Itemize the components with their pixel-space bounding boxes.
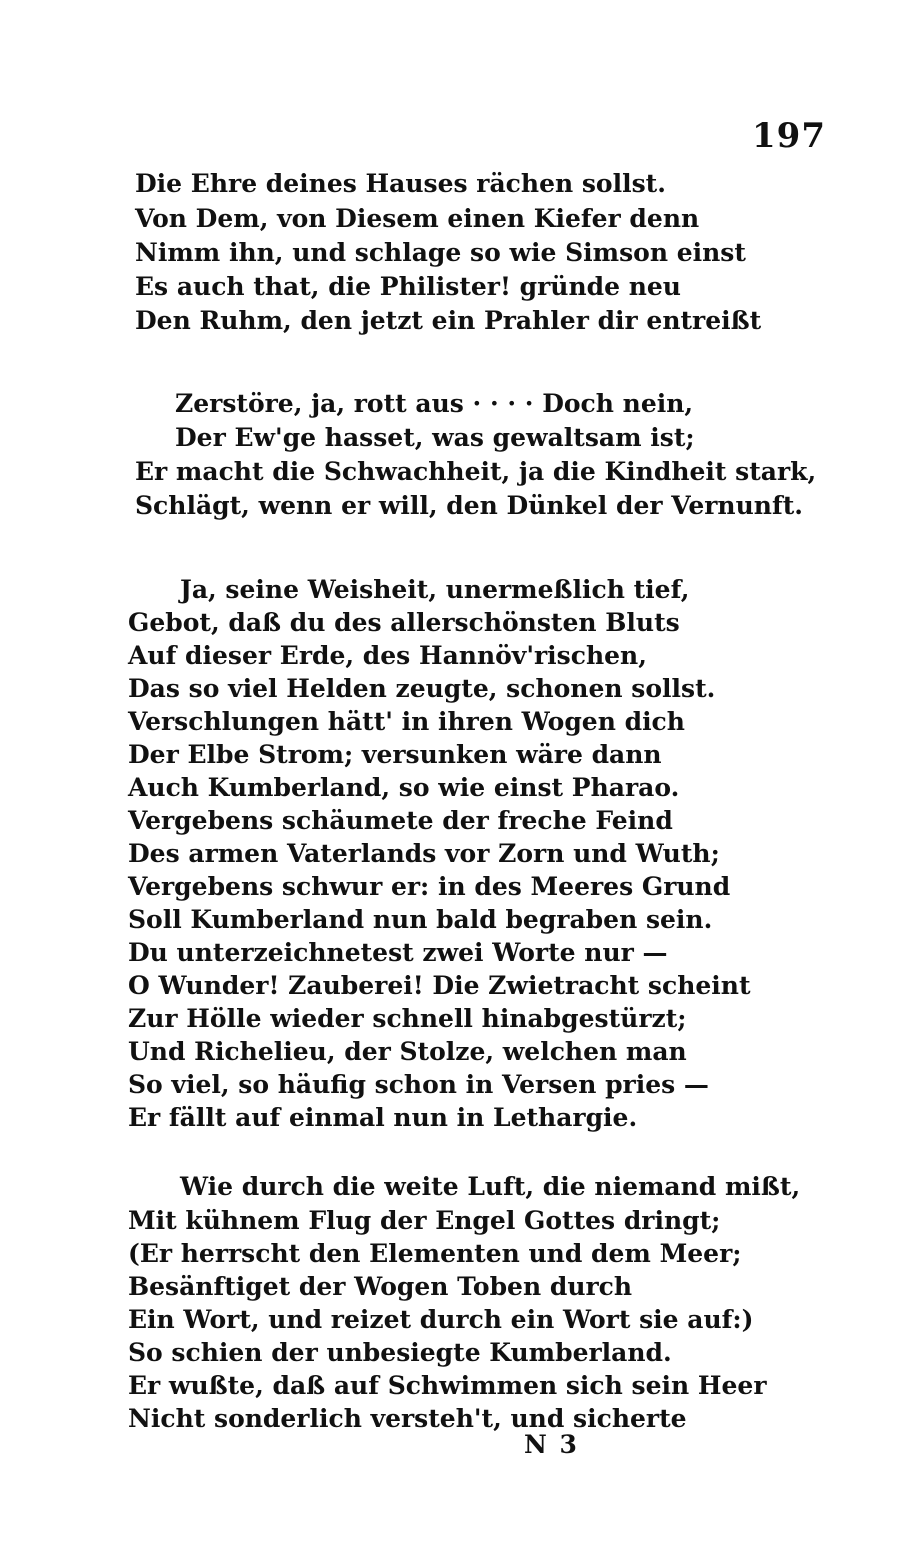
verse-line: Gebot, daß du des allerschönsten Bluts	[128, 608, 680, 637]
verse-line: O Wunder! Zauberei! Die Zwietracht scheint	[128, 971, 751, 1000]
verse-line: Wie durch die weite Luft, die niemand mißt,	[180, 1172, 801, 1201]
verse-line: Des armen Vaterlands vor Zorn und Wuth;	[128, 839, 720, 868]
verse-line: So schien der unbesiegte Kumberland.	[128, 1338, 672, 1367]
verse-line: Vergebens schäumete der freche Feind	[128, 806, 673, 835]
verse-line: Und Richelieu, der Stolze, welchen man	[128, 1037, 687, 1066]
verse-line: Nicht sonderlich versteh't, und sicherte	[128, 1404, 687, 1433]
verse-line: Besänftiget der Wogen Toben durch	[128, 1272, 633, 1301]
verse-line: Zerstöre, ja, rott aus · · · · Doch nein,	[175, 389, 694, 418]
verse-line: So viel, so häufig schon in Versen pries —	[128, 1070, 709, 1099]
verse-line: Verschlungen hätt' in ihren Wogen dich	[128, 707, 685, 736]
verse-line: (Er herrscht den Elementen und dem Meer;	[128, 1239, 742, 1268]
verse-line: Das so viel Helden zeugte, schonen sollst.	[128, 674, 716, 703]
page-number: 197	[752, 116, 826, 156]
verse-line: Er macht die Schwachheit, ja die Kindheit stark,	[135, 457, 817, 486]
verse-line: Du unterzeichnetest zwei Worte nur —	[128, 938, 668, 967]
verse-line: Vergebens schwur er: in des Meeres Grund	[128, 872, 731, 901]
verse-line: Auch Kumberland, so wie einst Pharao.	[128, 773, 680, 802]
verse-line: Es auch that, die Philister! gründe neu	[135, 272, 681, 301]
verse-line: Schlägt, wenn er will, den Dünkel der Vernunft.	[135, 491, 803, 520]
verse-line: Er wußte, daß auf Schwimmen sich sein Heer	[128, 1371, 767, 1400]
verse-line: Ja, seine Weisheit, unermeßlich tief,	[180, 575, 690, 604]
verse-line: Nimm ihn, und schlage so wie Simson einst	[135, 238, 746, 267]
verse-line: Mit kühnem Flug der Engel Gottes dringt;	[128, 1206, 721, 1235]
verse-line: Auf dieser Erde, des Hannöv'rischen,	[128, 641, 647, 670]
verse-line: Er fällt auf einmal nun in Lethargie.	[128, 1103, 638, 1132]
verse-line: Der Elbe Strom; versunken wäre dann	[128, 740, 662, 769]
verse-line: Soll Kumberland nun bald begraben sein.	[128, 905, 713, 934]
verse-line: Den Ruhm, den jetzt ein Prahler dir entreißt	[135, 306, 762, 335]
verse-line: Von Dem, von Diesem einen Kiefer denn	[135, 204, 700, 233]
verse-line: Ein Wort, und reizet durch ein Wort sie auf:)	[128, 1305, 754, 1334]
signature-mark: N 3	[524, 1430, 579, 1459]
verse-line: Die Ehre deines Hauses rächen sollst.	[135, 169, 666, 198]
verse-line: Der Ew'ge hasset, was gewaltsam ist;	[175, 423, 695, 452]
verse-line: Zur Hölle wieder schnell hinabgestürzt;	[128, 1004, 687, 1033]
